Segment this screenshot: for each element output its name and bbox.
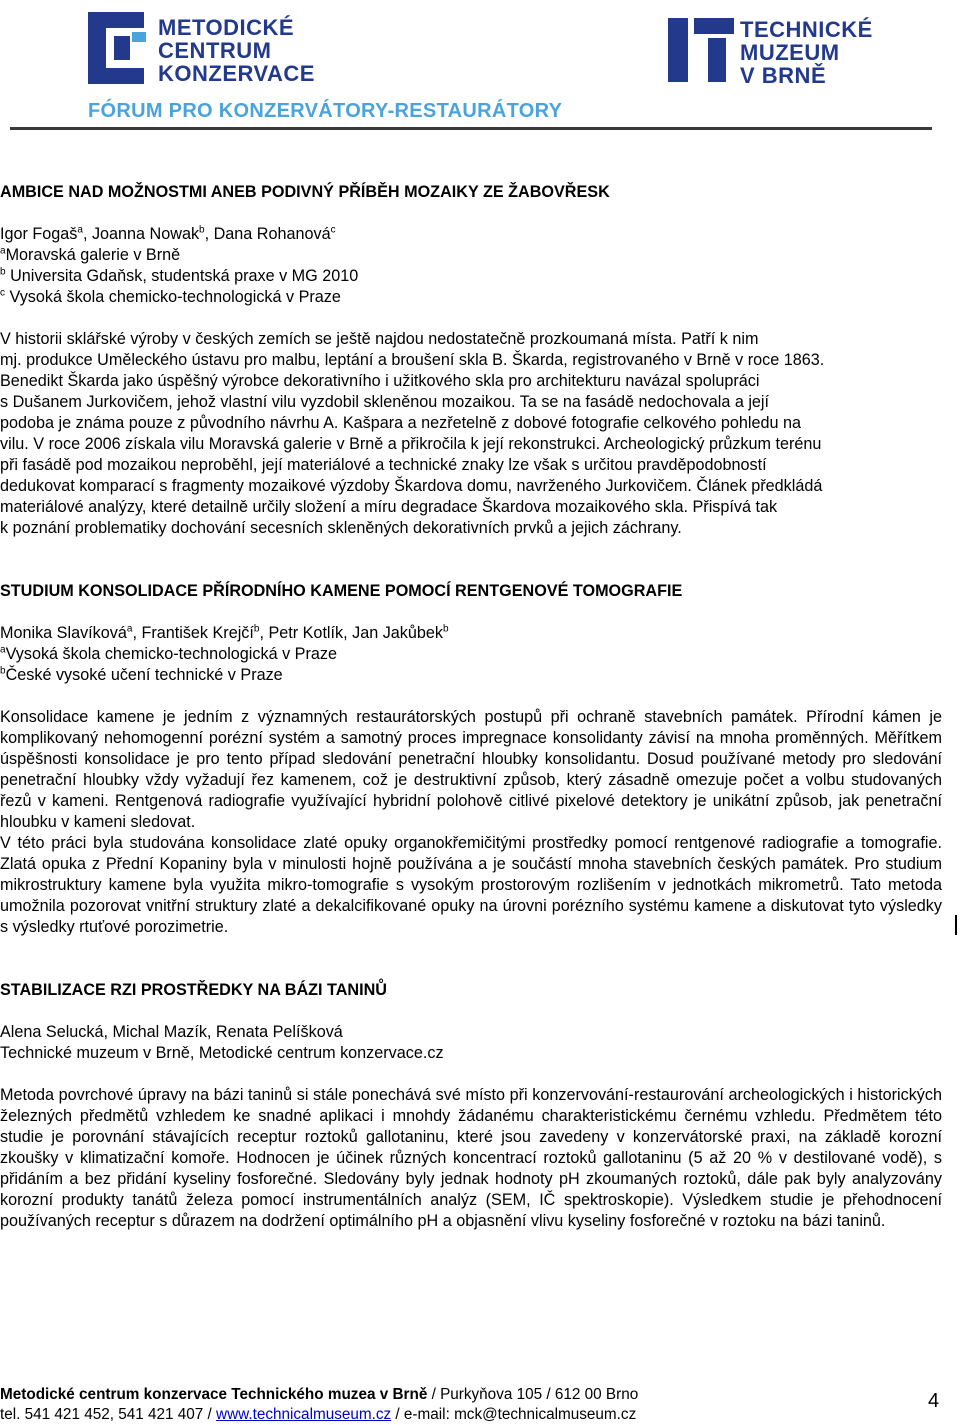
author-name: Joanna Nowak — [91, 225, 200, 243]
tmb-logo-line3: V BRNĚ — [740, 63, 827, 88]
author-name: Monika Slavíková — [0, 624, 127, 642]
author-sep: , — [204, 225, 214, 243]
footer-contact — [0, 1405, 960, 1425]
mck-logo-line2: CENTRUM — [158, 38, 272, 63]
author-sep: , — [259, 624, 269, 642]
author-sup: b — [199, 224, 205, 236]
affiliation-sup: b — [0, 266, 6, 278]
footer-email: / e-mail: mck@technicalmuseum.cz — [391, 1406, 637, 1423]
article-title: STUDIUM KONSOLIDACE PŘÍRODNÍHO KAMENE POMOCÍ RENTGENOVÉ TOMOGRAFIE — [0, 582, 683, 600]
page-number: 4 — [928, 1390, 940, 1412]
tmb-logo-text — [740, 18, 873, 87]
article-abstract — [0, 329, 942, 539]
article-title: AMBICE NAD MOŽNOSTMI ANEB PODIVNÝ PŘÍBĚH MOZAIKY ZE ŽABOVŘESK — [0, 183, 610, 201]
tmb-logo-line1: TECHNICKÉ — [740, 17, 873, 42]
abstract-line: dedukovat komparací s fragmenty mozaikové výzdoby Škardova domu, navrženého Jurkovičem. Článek předkládá — [0, 477, 823, 495]
revision-bar — [955, 915, 957, 935]
article-3 — [0, 980, 942, 1232]
affiliation-text: Universita Gdaňsk, studentská praxe v MG 2010 — [10, 267, 359, 285]
affiliation: Technické muzeum v Brně, Metodické centrum konzervace.cz — [0, 1044, 444, 1062]
abstract-line: Benedikt Škarda jako úspěšný výrobce dekorativního i užitkového skla pro architekturu navázal spolupráci — [0, 372, 760, 390]
page-footer — [0, 1385, 960, 1425]
author-list — [0, 623, 942, 644]
author-sup: b — [253, 623, 260, 635]
footer-web-link[interactable]: www.technicalmuseum.cz — [216, 1406, 392, 1423]
affiliation — [0, 245, 942, 266]
mck-logo-text — [158, 16, 315, 85]
footer-institution: Metodické centrum konzervace Technického muzea v Brně — [0, 1386, 428, 1403]
affiliation-sup: c — [0, 287, 5, 299]
article-1 — [0, 182, 942, 539]
mck-logo-line1: METODICKÉ — [158, 15, 295, 40]
page-content — [0, 182, 942, 1232]
abstract-line: k poznání problematiky dochování secesních skleněných dekorativních prvků a jejich záchrany. — [0, 519, 682, 537]
affiliation-text: Vysoká škola chemicko-technologická v Praze — [5, 288, 341, 306]
affiliation — [0, 665, 942, 686]
mck-logo — [88, 12, 318, 90]
mck-logo-mark — [88, 12, 150, 84]
tmb-logo-line2: MUZEUM — [740, 40, 840, 65]
tmb-logo-mark — [668, 18, 734, 82]
author-name: František Krejčí — [141, 624, 254, 642]
article-title: STABILIZACE RZI PROSTŘEDKY NA BÁZI TANINŮ — [0, 981, 387, 999]
author-list — [0, 224, 942, 245]
author-name: Petr Kotlík, Jan Jakůbek — [268, 624, 444, 642]
abstract-line: při fasádě pod mozaikou neproběhl, její materiálové a technické znaky lze však s určitou pravděpodobností — [0, 456, 767, 474]
abstract-line: V historii sklářské výroby v českých zemích se ještě najdou nedostatečně prozkoumaná místa. Patří k nim — [0, 330, 759, 348]
mck-logo-line3: KONZERVACE — [158, 61, 315, 86]
abstract-line: podoba je známa pouze z původního návrhu A. Kašpara a nezřetelně z dobové fotografie celkového pohledu na — [0, 414, 801, 432]
affiliation — [0, 266, 942, 287]
tmb-logo — [668, 18, 888, 90]
footer-address — [0, 1385, 960, 1405]
forum-tagline: FÓRUM PRO KONZERVÁTORY-RESTAURÁTORY — [88, 100, 563, 122]
header-divider — [10, 127, 932, 130]
affiliation-text: Vysoká škola chemicko-technologická v Praze — [5, 645, 337, 663]
author-sep: , — [82, 225, 92, 243]
abstract-line: materiálové analýzy, které detailně určily složení a míru degradace Škardova mozaikového skla. Přispívá tak — [0, 498, 778, 516]
page-header — [0, 0, 960, 140]
affiliation-text: České vysoké učení technické v Praze — [5, 666, 283, 684]
abstract-line: mj. produkce Uměleckého ústavu pro malbu, leptání a broušení skla B. Škarda, registrovaného v Brně v roce 1863. — [0, 351, 825, 369]
author-sup: a — [77, 224, 83, 236]
affiliation-sup: a — [0, 245, 6, 257]
author-list: Alena Selucká, Michal Mazík, Renata Pelíšková — [0, 1023, 343, 1041]
author-sup: c — [330, 224, 336, 236]
affiliation-sup: b — [0, 665, 6, 677]
article-2 — [0, 581, 942, 938]
affiliation-sup: a — [0, 644, 6, 656]
author-name: Dana Rohanová — [213, 225, 331, 243]
footer-phone: tel. 541 421 452, 541 421 407 / — [0, 1406, 217, 1423]
affiliation-text: Moravská galerie v Brně — [5, 246, 181, 264]
affiliation — [0, 287, 942, 308]
abstract-paragraph: Konsolidace kamene je jedním z významných restaurátorských postupů při ochraně stavebních památek. Přírodní kámen je komplikovaný nehomogenní porézní systém a samotný proces impregnace konsolidanty závisí na mnoha proměnných. Měřítkem úspěšnosti konsolidace je pro tento případ sledování penetrační hloubky konsolidantu. Dosud používané metody pro sledování penetrační hloubky vždy vyžadují řez kamenem, což je destruktivní způsob, který zásadně omezuje počet a volbu studovaných řezů v kameni. Rentgenová radiografie využívající hybridní polohově citlivé pixelové detektory je unikátní způsob, jak penetrační hloubku v kameni sledovat. — [0, 708, 942, 831]
abstract-paragraph: Metoda povrchové úpravy na bázi taninů si stále ponechává své místo při konzervování-restaurování archeologických i historických železných předmětů vzhledem ke snadné aplikaci i mnohdy žádanému charakteristickému černému vzhledu. Předmětem této studie je porovnání stávajících receptur roztoků gallotaninu, které jsou zavedeny v konzervátorské praxi, na základě korozní zkoušky v klimatizační komoře. Hodnocen je účinek různých koncentrací roztoků gallotaninu (5 až 20 % v destilované vodě), s přidáním a bez přidání kyseliny fosforečné. Sledovány byly jednak hodnoty pH zkoumaných roztoků, dále pak byly analyzovány korozní produkty tanátů železa pomocí instrumentálních analýz (SEM, IČ spektroskopie). Výsledkem studie je přehodnocení používaných receptur s důrazem na dodržení optimálního pH a objasnění vlivu kyseliny fosforečné v roztoku na bázi taninů. — [0, 1086, 942, 1230]
abstract-line: s Dušanem Jurkovičem, jehož vlastní vilu vyzdobil skleněnou mozaikou. Ta se na fasádě nedochovala a její — [0, 393, 770, 411]
author-sup: b — [443, 623, 449, 635]
affiliation — [0, 644, 942, 665]
author-name: Igor Fogaš — [0, 225, 78, 243]
abstract-paragraph: V této práci byla studována konsolidace zlaté opuky organokřemičitými prostředky pomocí rentgenové radiografie a tomografie. Zlatá opuka z Přední Kopaniny byla v minulosti hojně používána a je součástí mnoha stavebních českých památek. Pro studium mikrostruktury kamene byla využita mikro-tomografie s vysokým prostorovým rozlišením v jednotkách mikrometrů. Tato metoda umožnila pozorovat vnitřní struktury zlaté a dekalcifikované opuky na úrovni porézního systému kamene a diskutovat tyto výsledky s výsledky rtuťové porozimetrie. — [0, 834, 942, 936]
abstract-line: vilu. V roce 2006 získala vilu Moravská galerie v Brně a přikročila k její rekonstrukci. Archeologický průzkum terénu — [0, 435, 822, 453]
footer-address-text: / Purkyňova 105 / 612 00 Brno — [427, 1386, 639, 1403]
author-sup: a — [126, 623, 133, 635]
author-sep: , — [132, 624, 142, 642]
